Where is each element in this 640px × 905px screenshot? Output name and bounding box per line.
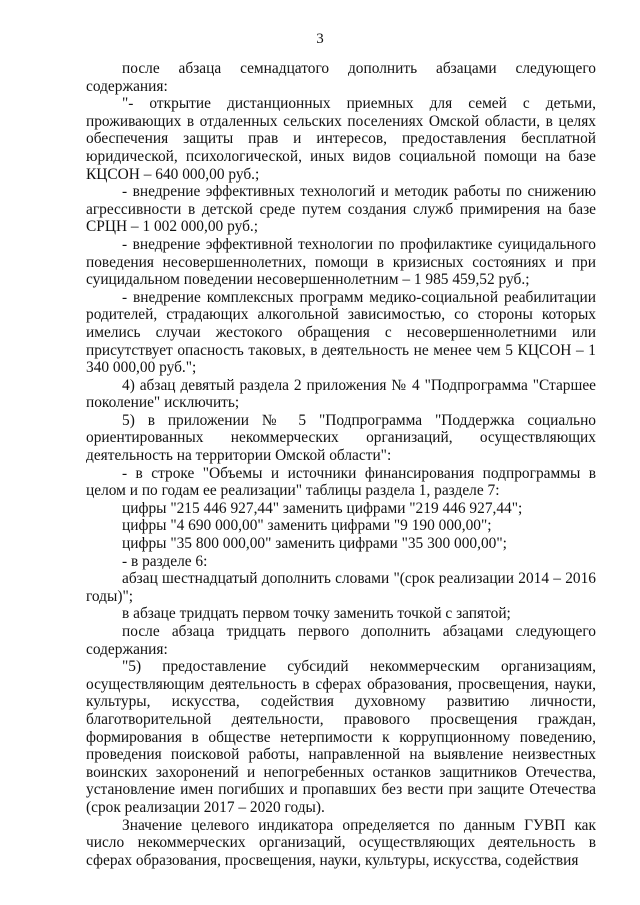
paragraph: - внедрение эффективной технологии по профилактике суицидального поведения несовершеннолетних, помощи в кризисных состояниях и при суицидальном поведении несовершеннолетним – 1 985 459,52 руб.; <box>86 235 596 289</box>
paragraph: 5) в приложении № 5 "Подпрограмма "Поддержка социально ориентированных некоммерческих организаций, осуществляющих деятельность на территории Омской области": <box>86 411 596 465</box>
paragraph: 4) абзац девятый раздела 2 приложения № 4 "Подпрограмма "Старшее поколение" исключить; <box>86 376 596 412</box>
paragraph: после абзаца семнадцатого дополнить абзацами следующего содержания: <box>86 60 596 95</box>
paragraph: "5) предоставление субсидий некоммерческим организациям, осуществляющим деятельность в сферах образования, просвещения, науки, культуры, искусства, содействия духовному развитию личности, благотворительной деятельности, правового просвещения граждан, формирования в обществе нетерпимости к коррупционному поведению, проведения поисковой работы, направленной на выявление неизвестных воинских захоронений и непогребенных останков защитников Отечества, установление имен погибших и пропавших без вести при защите Отечества (срок реализации 2017 – 2020 годы). <box>86 658 596 816</box>
paragraph: - внедрение комплексных программ медико-социальной реабилитации родителей, страдающих алкогольной зависимостью, со стороны которых имелись случаи жестокого обращения с несовершеннолетними или присутствует опасность таковых, в деятельность не менее чем 5 КЦСОН – 1 340 000,00 руб."; <box>86 288 596 377</box>
paragraph: цифры "35 800 000,00" заменить цифрами "35 300 000,00"; <box>122 535 507 553</box>
paragraph: "- открытие дистанционных приемных для семей с детьми, проживающих в отдаленных сельских поселениях Омской области, в целях обеспечения защиты прав и интересов, предоставления бесплатной юридической, психологической, иных видов социальной помощи на базе КЦСОН – 640 000,00 руб.; <box>86 95 596 183</box>
paragraph: цифры "215 446 927,44" заменить цифрами "219 446 927,44"; <box>122 499 523 517</box>
paragraph: - внедрение эффективных технологий и методик работы по снижению агрессивности в детской среде путем создания служб примирения на базе СРЦН – 1 002 000,00 руб.; <box>86 183 596 236</box>
document-body <box>86 60 596 869</box>
paragraph: в абзаце тридцать первом точку заменить точкой с запятой; <box>122 605 511 623</box>
page-number: 3 <box>316 31 324 47</box>
paragraph: абзац шестнадцатый дополнить словами "(срок реализации 2014 – 2016 годы)"; <box>86 570 596 605</box>
paragraph: после абзаца тридцать первого дополнить абзацами следующего содержания: <box>86 623 596 658</box>
paragraph: цифры "4 690 000,00" заменить цифрами "9 190 000,00"; <box>122 517 492 535</box>
paragraph: - в разделе 6: <box>122 552 208 570</box>
paragraph: - в строке "Объемы и источники финансирования подпрограммы в целом и по годам ее реализации" таблицы раздела 1, разделе 7: <box>86 464 596 500</box>
paragraph: Значение целевого индикатора определяется по данным ГУВП как число некоммерческих организаций, осуществляющих деятельность в сферах образования, просвещения, науки, культуры, искусства, содействия <box>86 816 596 869</box>
